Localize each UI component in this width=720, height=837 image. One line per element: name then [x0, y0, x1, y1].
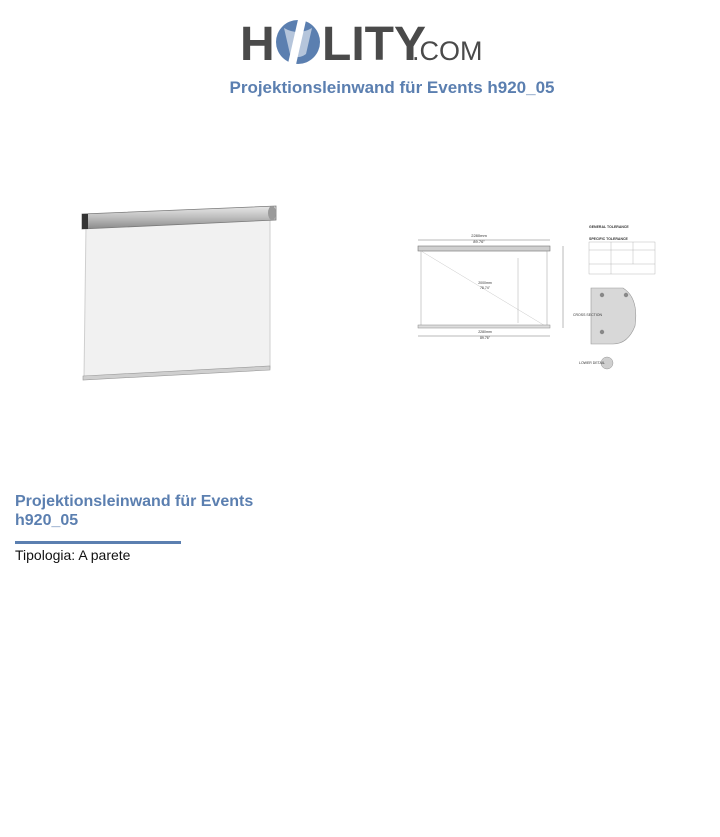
- logo-letter-h: H: [240, 18, 275, 68]
- spec-row: [15, 546, 130, 564]
- spec-label: Tipologia:: [15, 547, 76, 563]
- drawing-cross-section: CROSS SECTION: [573, 313, 602, 317]
- drawing-mid-dim: 2000mm: [478, 281, 492, 285]
- technical-drawing[interactable]: [413, 218, 661, 374]
- product-image-screen[interactable]: [78, 200, 284, 385]
- page-title: Projektionsleinwand für Events h920_05: [229, 78, 555, 97]
- spec-value: A parete: [78, 547, 131, 563]
- product-title: Projektionsleinwand für Events h920_05: [15, 493, 254, 529]
- title-underline: [15, 541, 181, 544]
- logo-letters-lity: LITY: [322, 18, 426, 68]
- drawing-mid-dim-in: 78.74": [479, 286, 491, 290]
- globe-icon: [276, 20, 320, 64]
- drawing-top-dim-in: 89.76": [473, 239, 485, 244]
- logo-suffix: .COM: [412, 36, 483, 66]
- drawing-bottom-dim: 2280mm: [478, 330, 492, 334]
- drawing-top-dim: 2280mm: [471, 233, 487, 238]
- drawing-specific-tolerance: SPECIFIC TOLERANCE: [589, 237, 628, 241]
- holity-logo[interactable]: [240, 10, 485, 68]
- drawing-bottom-dim-in: 89.76": [479, 336, 491, 340]
- drawing-lower-detail: LOWER DETAIL: [579, 361, 605, 365]
- drawing-general-tolerance: GENERAL TOLERANCE: [589, 225, 629, 229]
